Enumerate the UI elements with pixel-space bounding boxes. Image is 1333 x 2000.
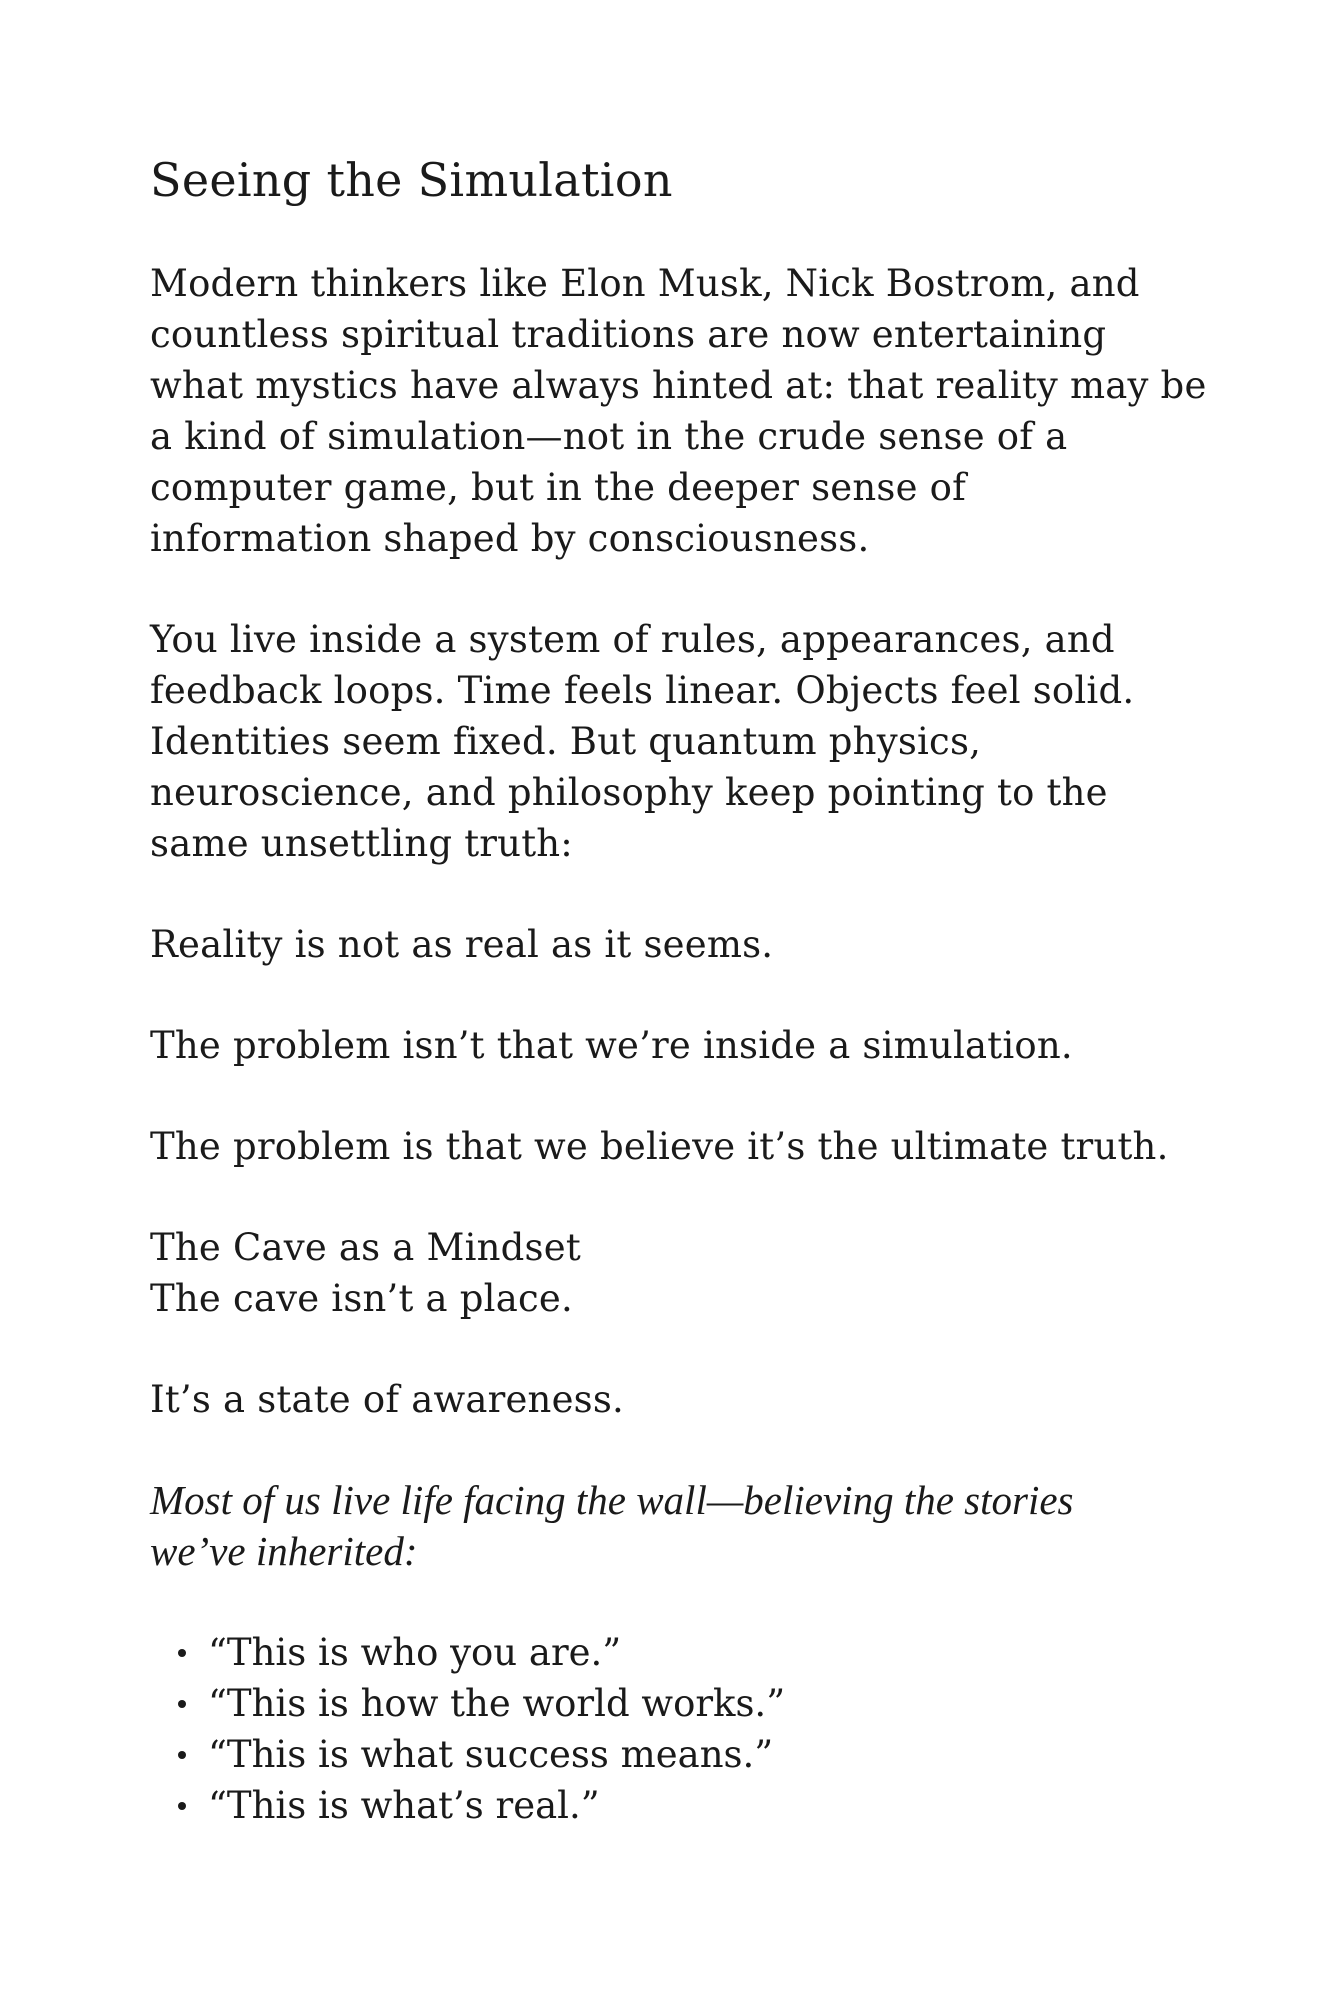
text-line: Modern thinkers like Elon Musk, Nick Bostrom, and <box>150 262 1140 305</box>
list-item-text: “This is what success means.” <box>208 1733 774 1776</box>
bullet-icon <box>178 1751 186 1759</box>
list-item <box>208 1729 1210 1780</box>
text-line: same unsettling truth: <box>150 822 573 865</box>
list-item-text: “This is what’s real.” <box>208 1784 600 1827</box>
chapter-heading: Seeing the Simulation <box>150 153 673 207</box>
text-line: what mystics have always hinted at: that reality may be <box>150 364 1207 407</box>
text-line: computer game, but in the deeper sense of <box>150 466 967 509</box>
paragraph-problem-belief <box>150 1121 1210 1172</box>
text-line: Most of us live life facing the wall—believing the stories <box>150 1477 1074 1523</box>
text-line: neuroscience, and philosophy keep pointing to the <box>150 771 1108 814</box>
text-line: feedback loops. Time feels linear. Objects feel solid. <box>150 669 1135 712</box>
paragraph-awareness <box>150 1374 1210 1425</box>
bullet-list <box>150 1627 1210 1831</box>
text-line: we’ve inherited: <box>150 1528 418 1574</box>
text-line: Reality is not as real as it seems. <box>150 923 774 966</box>
text-line: The cave isn’t a place. <box>150 1277 573 1320</box>
text-line: It’s a state of awareness. <box>150 1378 625 1421</box>
list-item <box>208 1678 1210 1729</box>
list-item-text: “This is who you are.” <box>208 1631 622 1674</box>
text-line: countless spiritual traditions are now entertaining <box>150 313 1107 356</box>
paragraph-system-of-rules <box>150 614 1210 869</box>
paragraph-problem-simulation <box>150 1020 1210 1071</box>
section-cave-mindset <box>150 1222 1210 1324</box>
text-line: information shaped by consciousness. <box>150 517 870 560</box>
text-line: a kind of simulation—not in the crude sense of a <box>150 415 1068 458</box>
text-line: The problem isn’t that we’re inside a simulation. <box>150 1024 1073 1067</box>
bullet-icon <box>178 1649 186 1657</box>
paragraph-reality <box>150 919 1210 970</box>
bullet-icon <box>178 1700 186 1708</box>
text-line: Identities seem fixed. But quantum physics, <box>150 720 982 763</box>
list-item <box>208 1627 1210 1678</box>
bullet-icon <box>178 1802 186 1810</box>
section-subheading: The Cave as a Mindset <box>150 1226 581 1269</box>
page-content <box>150 150 1210 1831</box>
list-item-text: “This is how the world works.” <box>208 1682 786 1725</box>
paragraph-simulation-intro <box>150 258 1210 564</box>
text-line: You live inside a system of rules, appearances, and <box>150 618 1115 661</box>
list-item <box>208 1780 1210 1831</box>
text-line: The problem is that we believe it’s the ultimate truth. <box>150 1125 1169 1168</box>
italic-quote <box>150 1475 1210 1577</box>
